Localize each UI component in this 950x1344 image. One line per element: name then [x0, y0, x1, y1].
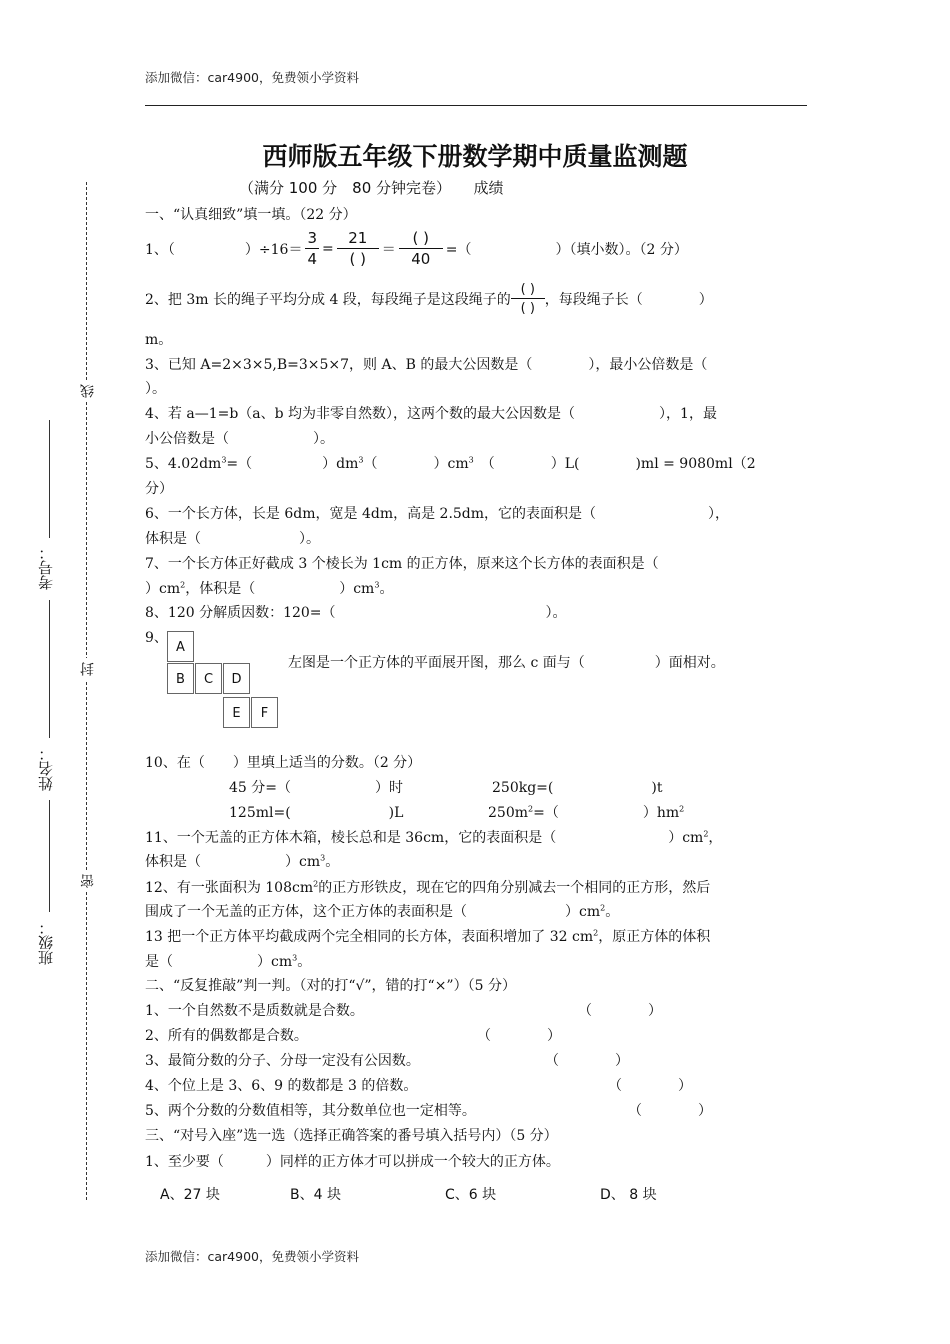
superscript: 2 — [528, 804, 534, 814]
question-1 — [145, 227, 688, 271]
header-rule — [145, 105, 807, 106]
q2-line2: m。 — [145, 332, 173, 348]
superscript: 2 — [703, 829, 709, 839]
choice-option-c[interactable]: C、6 块 — [445, 1187, 497, 1203]
fraction-denominator[interactable]: ( ) — [349, 250, 366, 268]
q2-end: ，每段绳子长（ ） — [544, 292, 713, 308]
net-face-d: D — [223, 663, 250, 694]
q5-part-b: =（ ）dm — [226, 456, 359, 472]
superscript: 2 — [593, 928, 599, 938]
q10-c: 125ml=( )L — [229, 805, 404, 821]
q13-part-c: 是（ ）cm — [145, 954, 293, 970]
q10-d — [488, 802, 684, 822]
superscript: 3 — [358, 455, 364, 465]
q7-part-c: 。 — [379, 581, 394, 597]
judge-answer-2[interactable]: （ ） — [477, 1028, 561, 1044]
q12-line2 — [145, 901, 619, 921]
page-title: 西师版五年级下册数学期中质量监测题 — [262, 142, 688, 171]
net-face-b: B — [167, 663, 194, 694]
header-note: 添加微信：car4900，免费领小学资料 — [145, 70, 359, 85]
q12-part-c: 围成了一个无盖的正方体，这个正方体的表面积是（ ）cm — [145, 904, 601, 920]
q5-line2: 分） — [145, 481, 173, 497]
fraction-numerator[interactable]: ( ) — [511, 283, 545, 299]
judge-item-3: 3、最简分数的分子、分母一定没有公因数。 — [145, 1053, 420, 1069]
q10-d-part2: =（ ）hm — [533, 805, 680, 821]
q7-line1: 7、一个长方体正好截成 3 个棱长为 1cm 的正方体，原来这个长方体的表面积是（ — [145, 556, 659, 572]
choice-question-1: 1、至少要（ ）同样的正方体才可以拼成一个较大的正方体。 — [145, 1154, 560, 1170]
fraction-21-blank — [337, 231, 379, 267]
q10-d-part1: 250m — [488, 805, 528, 821]
superscript: 2 — [679, 804, 685, 814]
net-face-f: F — [251, 697, 278, 728]
q7-part-b: ，体积是（ ）cm — [185, 581, 375, 597]
choice-option-a[interactable]: A、27 块 — [160, 1187, 220, 1203]
q4-line2: 小公倍数是（ ）。 — [145, 431, 334, 447]
superscript: 3 — [320, 853, 326, 863]
class-label: 班级： — [37, 920, 55, 965]
id-label: 考号： — [37, 545, 55, 590]
superscript: 3 — [292, 953, 298, 963]
q11-part-b: ， — [708, 830, 723, 846]
fraction-3-4 — [305, 231, 319, 267]
choice-option-b[interactable]: B、4 块 — [290, 1187, 341, 1203]
q11-part-c: 体积是（ ）cm — [145, 854, 321, 870]
fraction-blank-40 — [399, 231, 443, 267]
q12-part-b: 的正方形铁皮，现在它的四角分别减去一个相同的正方形，然后 — [318, 880, 711, 896]
equals-sign: = — [322, 241, 334, 257]
q1-end: =（ ）（填小数）。（2 分） — [445, 242, 688, 258]
q7-part-a: ）cm — [145, 581, 181, 597]
q12-part-d: 。 — [605, 904, 620, 920]
seal-feng: 封 — [78, 658, 98, 680]
fraction-denominator: 4 — [307, 250, 317, 268]
q4-line1: 4、若 a—1=b（a、b 均为非零自然数），这两个数的最大公因数是（ ），1，最 — [145, 406, 717, 422]
q3-line1: 3、已知 A=2×3×5,B=3×5×7，则 A、B 的最大公因数是（ ），最小公倍数是（ — [145, 357, 708, 373]
q6-line2: 体积是（ ）。 — [145, 531, 320, 547]
section1-heading: 一、“认真细致”填一填。（22 分） — [145, 207, 357, 223]
judge-answer-4[interactable]: （ ） — [608, 1078, 692, 1094]
q13-line2 — [145, 951, 311, 971]
q5-part-d: （ ）L( )ml = 9080ml（2 — [473, 456, 756, 472]
q2-start: 2、把 3m 长的绳子平均分成 4 段，每段绳子是这段绳子的 — [145, 292, 511, 308]
page-subtitle: （满分 100 分 80 分钟完卷） 成绩 — [239, 179, 504, 197]
q10: 10、在（ ）里填上适当的分数。（2 分） — [145, 755, 422, 771]
fraction-denominator: 40 — [411, 250, 431, 268]
fraction-blank[interactable] — [511, 283, 545, 315]
judge-answer-3[interactable]: （ ） — [545, 1053, 629, 1069]
net-face-a: A — [167, 631, 194, 662]
q5-part-a: 5、4.02dm — [145, 456, 222, 472]
q8: 8、120 分解质因数：120=（ ）。 — [145, 605, 567, 621]
judge-item-2: 2、所有的偶数都是合数。 — [145, 1028, 308, 1044]
name-blank-line[interactable] — [49, 600, 50, 738]
net-face-e: E — [223, 697, 250, 728]
q12-line1 — [145, 877, 710, 897]
section2-heading: 二、“反复推敲”判一判。（对的打“√”，错的打“×”）（5 分） — [145, 978, 516, 994]
superscript: 3 — [221, 455, 227, 465]
binding-dashed-line — [86, 182, 87, 1200]
q5-line1 — [145, 453, 756, 473]
q13-part-a: 13 把一个正方体平均截成两个完全相同的长方体，表面积增加了 32 cm — [145, 929, 594, 945]
q9-text: 左图是一个正方体的平面展开图，那么 c 面与（ ）面相对。 — [288, 655, 725, 671]
superscript: 2 — [180, 580, 186, 590]
q10-a: 45 分=（ ）时 — [229, 780, 403, 796]
q11-line2 — [145, 851, 339, 871]
section3-heading: 三、“对号入座”选一选（选择正确答案的番号填入括号内）（5 分） — [145, 1128, 558, 1144]
choice-option-d[interactable]: D、 8 块 — [600, 1187, 657, 1203]
class-blank-line[interactable] — [49, 800, 50, 912]
judge-item-1: 1、一个自然数不是质数就是合数。 — [145, 1003, 364, 1019]
question-2 — [145, 278, 713, 320]
judge-answer-1[interactable]: （ ） — [578, 1003, 662, 1019]
seal-xian: 线 — [78, 380, 98, 402]
q9-label: 9、 — [145, 630, 168, 646]
net-face-c: C — [195, 663, 222, 694]
fraction-numerator[interactable]: ( ) — [399, 231, 443, 249]
superscript: 2 — [313, 879, 319, 889]
seal-mi: 密 — [78, 870, 98, 892]
fraction-numerator: 3 — [307, 229, 317, 247]
q3-line2: ）。 — [145, 381, 166, 397]
q11-line1 — [145, 827, 722, 847]
judge-item-4: 4、个位上是 3、6、9 的数都是 3 的倍数。 — [145, 1078, 418, 1094]
q13-part-b: ，原正方体的体积 — [598, 929, 711, 945]
judge-answer-5[interactable]: （ ） — [628, 1103, 712, 1119]
name-label: 姓名： — [37, 746, 55, 791]
equals-sign: ＝ — [381, 242, 396, 258]
q11-part-a: 11、一个无盖的正方体木箱，棱长总和是 36cm，它的表面积是（ ）cm — [145, 830, 704, 846]
q13-line1 — [145, 926, 710, 946]
fraction-numerator: 21 — [337, 231, 379, 249]
superscript: 3 — [468, 455, 474, 465]
q11-part-d: 。 — [325, 854, 340, 870]
q10-b: 250kg=( )t — [492, 780, 663, 796]
q7-line2 — [145, 578, 393, 598]
q5-part-c: （ ）cm — [363, 456, 469, 472]
superscript: 2 — [600, 903, 606, 913]
judge-item-5: 5、两个分数的分数值相等，其分数单位也一定相等。 — [145, 1103, 476, 1119]
q13-part-d: 。 — [297, 954, 312, 970]
q12-part-a: 12、有一张面积为 108cm — [145, 880, 314, 896]
footer-note: 添加微信：car4900，免费领小学资料 — [145, 1249, 359, 1264]
id-blank-line[interactable] — [49, 420, 50, 538]
q6-line1: 6、一个长方体，长是 6dm，宽是 4dm，高是 2.5dm，它的表面积是（ ）， — [145, 506, 730, 522]
fraction-denominator[interactable]: ( ) — [520, 301, 535, 316]
superscript: 3 — [374, 580, 380, 590]
q1-start: 1、（ ）÷16＝ — [145, 242, 303, 258]
